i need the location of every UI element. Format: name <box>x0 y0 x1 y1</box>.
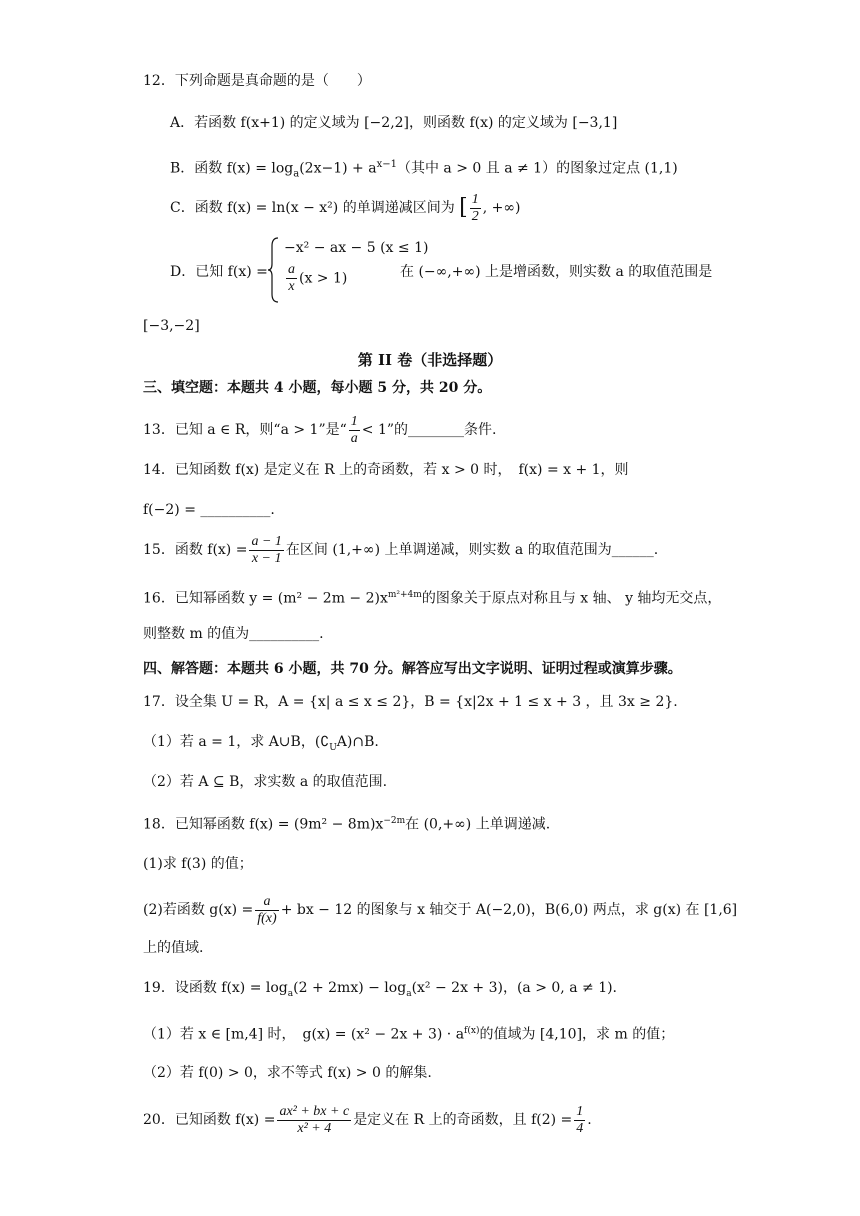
q12-option-b: B．函数 $f(x) = \log_a(2x-1) + a^{x-1}$（其中 a > 0 且 a ≠ 1）的图象过定点 (1,1) <box>170 159 678 180</box>
q18-part2: (2)若函数 g(x) = $\frac{a}{f(x)}$ + bx − 12 的图象与 x 轴交于 A(−2,0)，B(6,0) 两点，求 g(x) 在 [1,6] <box>143 893 738 926</box>
q12-option-d-prefix: D．已知 f(x) = <box>170 264 268 280</box>
q14-line2: f(−2) = __________. <box>143 502 275 518</box>
q12-option-c: C．函数 f(x) = ln(x − x²) 的单调递减区间为 [ $\frac{1}{2}$ , +∞) <box>170 191 521 224</box>
q13: 13．已知 a ∈ R，则“a > 1”是“ $\frac{1}{a}$ < 1”的________条件. <box>143 413 497 446</box>
q19-part1: （1）若 x ∈ [m,4] 时， $g(x) = (x^2 - 2x + 3) \cdot a^{f(x)}$的值域为 [4,10]，求 m 的值； <box>143 1026 675 1043</box>
section3-heading: 三、填空题：本题共 4 小题，每小题 5 分，共 20 分。 <box>143 380 492 396</box>
q12-option-a: A．若函数 f(x+1) 的定义域为 [−2,2]，则函数 f(x) 的定义域为 [−3,1] <box>170 115 618 131</box>
q18-part2-cont: 上的值域. <box>143 940 204 956</box>
q17-stem: 17．设全集 U = R，A = {x| a ≤ x ≤ 2}，B = {x|2x + 1 ≤ x + 3 ，且 3x ≥ 2}. <box>143 694 678 710</box>
q19-stem: 19．设函数 $f(x) = \log_a(2 + 2mx) - \log_a(x^2 - 2x + 3)$，(a > 0, a ≠ 1). <box>143 980 618 999</box>
fraction: $\frac{1}{2}$ <box>471 191 479 224</box>
q16-line1: 16．已知幂函数 $y = (m^2 - 2m - 2)x^{m^2+4m}$的图象关于原点对称且与 x 轴、 y 轴均无交点， <box>143 590 722 607</box>
q18-stem: 18．已知幂函数 $f(x) = (9m^2 - 8m)x^{-2m}$在 (0,+∞) 上单调递减. <box>143 816 551 833</box>
q12-option-d-case1: −x² − ax − 5 (x ≤ 1) <box>284 240 429 256</box>
q17-part2: （2）若 A ⊆ B，求实数 a 的取值范围. <box>143 774 388 790</box>
q12-option-d-tail: 在 (−∞,+∞) 上是增函数，则实数 a 的取值范围是 <box>400 264 713 280</box>
q20-stem: 20．已知函数 f(x) = $\frac{\text{ax² + bx + c}}{\text{x² + 4}}$ 是定义在 R 上的奇函数，且 f(2) = $\frac{1}{4}$ . <box>143 1103 592 1136</box>
q14-line1: 14．已知函数 f(x) 是定义在 R 上的奇函数，若 x > 0 时， f(x) = x + 1，则 <box>143 462 629 478</box>
q18-part1: (1)求 f(3) 的值； <box>143 856 253 872</box>
q19-part2: （2）若 f(0) > 0，求不等式 f(x) > 0 的解集. <box>143 1065 432 1081</box>
q12-stem: 12．下列命题是真命题的是（ ） <box>143 73 371 89</box>
part2-title: 第 II 卷（非选择题） <box>357 351 503 369</box>
q17-part1: （1）若 a = 1，求 A∪B，$(∁_UA)\cap B$. <box>143 734 379 753</box>
piecewise-brace <box>268 236 280 304</box>
q15: 15．函数 f(x) = $\frac{a - 1}{x - 1}$ 在区间 (1,+∞) 上单调递减，则实数 a 的取值范围为______. <box>143 533 659 566</box>
q12-option-d-case2: $\frac{a}{x}$ (x > 1) <box>288 262 348 294</box>
section4-heading: 四、解答题：本题共 6 小题，共 70 分。解答应写出文字说明、证明过程或演算步骤。 <box>143 661 682 677</box>
q12-option-d-cont: [−3,−2] <box>143 318 200 334</box>
q16-line2: 则整数 m 的值为__________. <box>143 626 324 642</box>
